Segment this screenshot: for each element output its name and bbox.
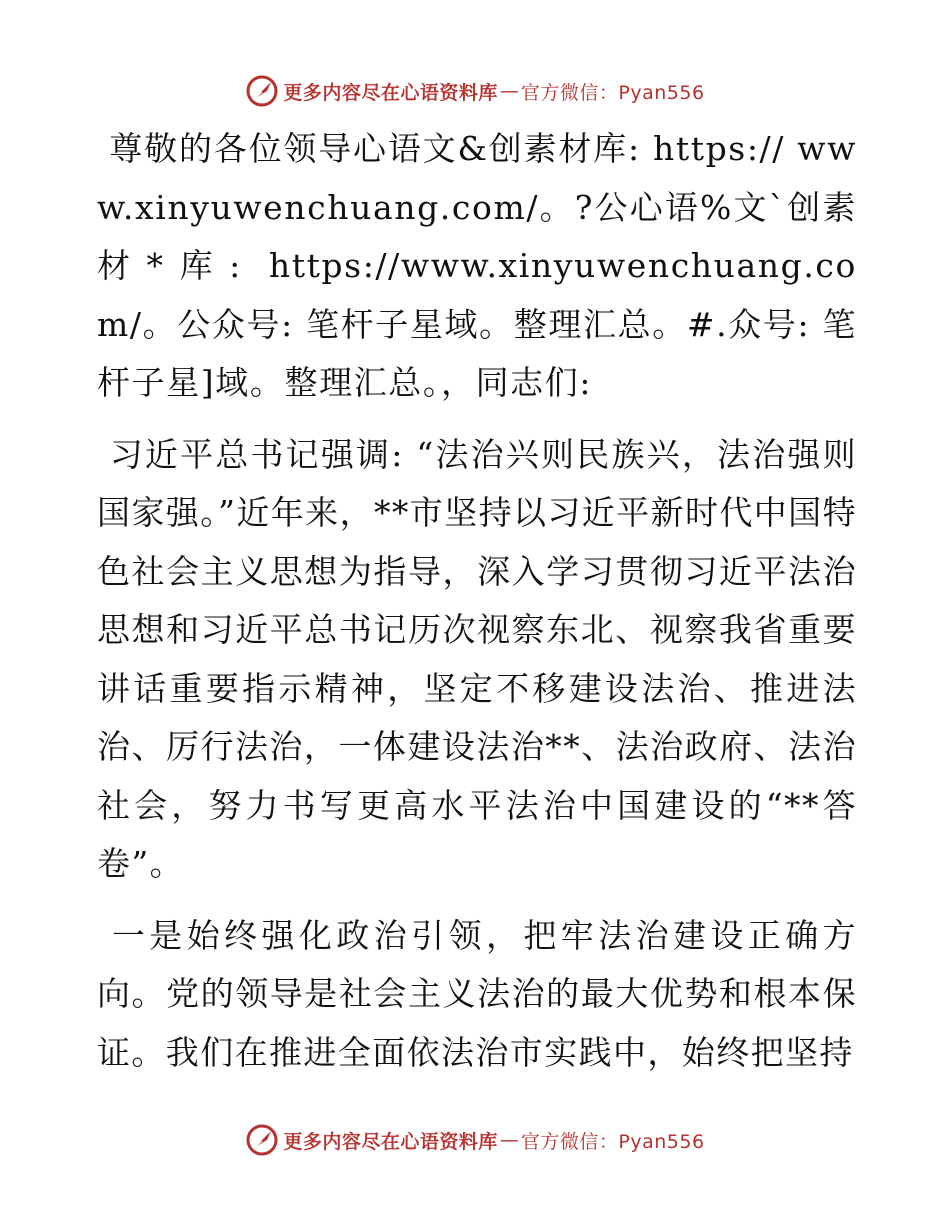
header-banner — [0, 71, 950, 111]
quill-circle-icon — [245, 1123, 279, 1157]
header-separator: — — [499, 80, 519, 102]
document-body — [97, 120, 857, 1095]
footer-separator: — — [499, 1129, 519, 1151]
quill-circle-icon — [245, 74, 279, 108]
footer-brand: 更多内容尽在心语资料库 — [283, 1130, 498, 1153]
paragraph-opening: 尊敬的各位领导心语文&创素材库: https:// www.xinyuwenchuang.com/。?公心语%文`创素材*库: https://www.xinyuwenchuang.com/。公众号: 笔杆子星域。整理汇总。#.众号: 笔杆子星]域。整理汇总。，同志们: — [97, 129, 857, 402]
header-brand: 更多内容尽在心语资料库 — [283, 81, 498, 104]
footer-wechat: 官方微信：Pyan556 — [520, 1130, 705, 1153]
paragraph-point-one: 一是始终强化政治引领，把牢法治建设正确方向。党的领导是社会主义法治的最大优势和根本保证。我们在推进全面依法治市实践中，始终把坚持 — [97, 915, 858, 1072]
footer-banner — [0, 1120, 950, 1160]
paragraph-quote: 习近平总书记强调: “法治兴则民族兴，法治强则国家强。”近年来，**市坚持以习近平新时代中国特色社会主义思想为指导，深入学习贯彻习近平法治思想和习近平总书记历次视察东北、视察我省重要讲话重要指示精神，坚定不移建设法治、推进法治、厉行法治，一体建设法治**、法治政府、法治社会，努力书写更高水平法治中国建设的“**答卷”。 — [97, 434, 857, 883]
header-wechat: 官方微信：Pyan556 — [520, 81, 705, 104]
